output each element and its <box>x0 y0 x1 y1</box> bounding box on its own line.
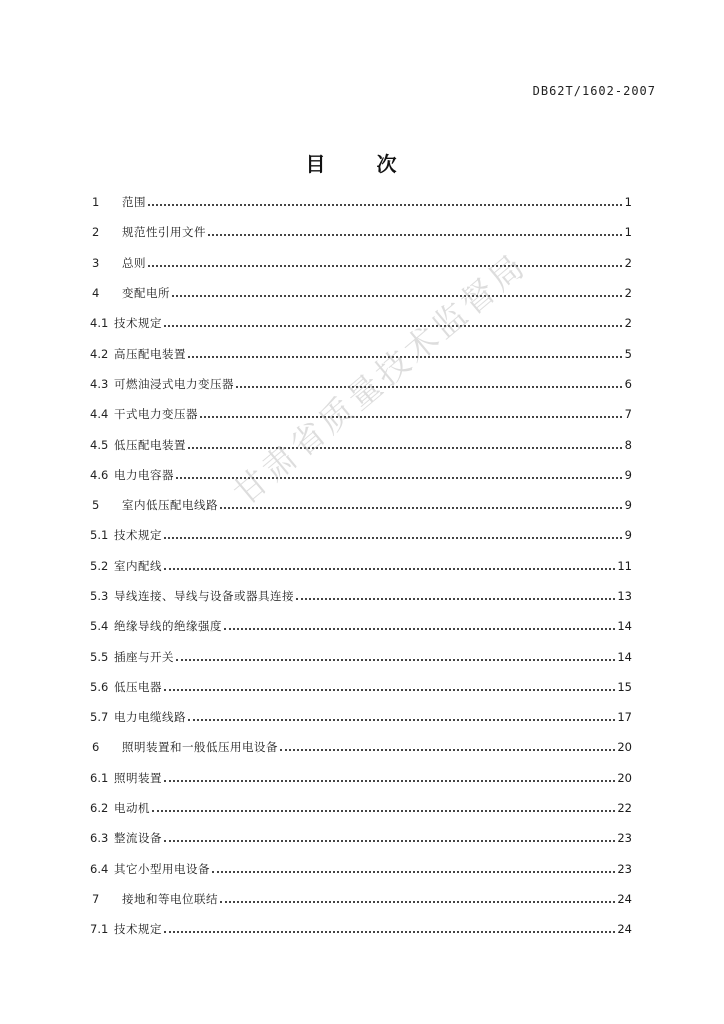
toc-entry[interactable] <box>90 248 632 278</box>
toc-entry-title: 室内配线 <box>114 558 162 573</box>
dot-leader <box>176 659 615 661</box>
toc-entry-page: 24 <box>617 891 632 906</box>
toc-entry-page: 20 <box>617 740 632 755</box>
toc-entry-title: 接地和等电位联结 <box>122 891 218 906</box>
dot-leader <box>164 840 615 842</box>
toc-entry-title: 可燃油浸式电力变压器 <box>114 376 234 391</box>
toc-entry[interactable] <box>90 429 632 459</box>
dot-leader <box>148 265 622 267</box>
dot-leader <box>220 901 615 903</box>
dot-leader <box>164 537 622 539</box>
toc-entry-page: 15 <box>617 679 632 694</box>
toc-entry-number: 5.4 <box>90 619 109 634</box>
toc-entry-number: 5.6 <box>90 679 109 694</box>
toc-entry-title: 总则 <box>122 255 146 270</box>
toc-entry-number: 5.1 <box>90 528 109 543</box>
toc-entry-page: 9 <box>624 467 632 482</box>
toc-entry-title: 技术规定 <box>114 528 162 543</box>
toc-entry-number: 5.3 <box>90 589 109 603</box>
toc-entry-title: 电动机 <box>114 801 150 816</box>
toc-entry[interactable] <box>90 702 632 732</box>
toc-entry-page: 17 <box>617 710 632 725</box>
toc-entry[interactable] <box>90 460 632 490</box>
toc-entry-title: 电力电容器 <box>114 467 174 482</box>
toc-entry[interactable] <box>90 763 632 793</box>
toc-entry-page: 2 <box>624 286 632 301</box>
toc-entry[interactable] <box>90 581 632 611</box>
toc-entry[interactable] <box>90 217 632 247</box>
toc-entry-number: 5 <box>92 498 100 513</box>
toc-entry[interactable] <box>90 641 632 671</box>
toc-entry-page: 23 <box>617 831 632 846</box>
toc-entry-page: 13 <box>617 589 632 603</box>
dot-leader <box>152 810 615 812</box>
dot-leader <box>164 689 615 691</box>
toc-entry-number: 6.2 <box>90 801 109 816</box>
toc-entry[interactable] <box>90 520 632 550</box>
dot-leader <box>200 416 622 418</box>
toc-entry-page: 9 <box>624 528 632 543</box>
toc-entry-title: 高压配电装置 <box>114 346 186 361</box>
toc-entry[interactable] <box>90 854 632 884</box>
page-title: 目 次 <box>305 152 419 176</box>
toc-entry[interactable] <box>90 278 632 308</box>
toc-entry-number: 7.1 <box>90 922 109 937</box>
toc-entry-number: 6 <box>92 740 100 755</box>
toc-entry-title: 变配电所 <box>122 286 170 301</box>
dot-leader <box>236 386 622 388</box>
toc-entry[interactable] <box>90 490 632 520</box>
toc-entry-title: 低压配电装置 <box>114 437 186 452</box>
toc-entry-page: 8 <box>624 437 632 452</box>
toc-entry-title: 绝缘导线的绝缘强度 <box>114 619 222 634</box>
dot-leader <box>164 325 622 327</box>
toc-entry[interactable] <box>90 611 632 641</box>
toc-entry-title: 规范性引用文件 <box>122 225 206 240</box>
dot-leader <box>188 719 615 721</box>
table-of-contents <box>90 187 632 944</box>
dot-leader <box>280 749 615 751</box>
toc-entry[interactable] <box>90 551 632 581</box>
toc-entry-title: 技术规定 <box>114 922 162 937</box>
toc-entry[interactable] <box>90 793 632 823</box>
dot-leader <box>224 628 615 630</box>
toc-entry-number: 3 <box>92 255 100 270</box>
toc-entry-page: 1 <box>624 225 632 240</box>
toc-entry-title: 电力电缆线路 <box>114 710 186 725</box>
toc-entry-title: 干式电力变压器 <box>114 407 198 422</box>
toc-entry-page: 22 <box>617 801 632 816</box>
toc-entry-page: 14 <box>617 619 632 634</box>
toc-entry-title: 整流设备 <box>114 831 162 846</box>
toc-entry-title: 照明装置 <box>114 770 162 785</box>
toc-entry-number: 4.3 <box>90 376 109 391</box>
toc-entry-number: 5.5 <box>90 649 109 664</box>
toc-entry[interactable] <box>90 823 632 853</box>
toc-entry-number: 4.4 <box>90 407 109 422</box>
toc-entry-title: 插座与开关 <box>114 649 174 664</box>
toc-entry-number: 6.1 <box>90 770 109 785</box>
toc-entry-title: 技术规定 <box>114 316 162 331</box>
toc-entry-title: 其它小型用电设备 <box>114 861 210 876</box>
dot-leader <box>188 447 622 449</box>
dot-leader <box>208 234 622 236</box>
document-code: DB62T/1602-2007 <box>532 84 656 98</box>
toc-entry-page: 5 <box>624 346 632 361</box>
toc-entry[interactable] <box>90 672 632 702</box>
dot-leader <box>212 871 615 873</box>
toc-entry-page: 2 <box>624 316 632 331</box>
toc-entry[interactable] <box>90 884 632 914</box>
toc-entry-number: 4 <box>92 286 100 301</box>
toc-entry-title: 导线连接、导线与设备或器具连接 <box>114 589 294 603</box>
toc-entry-number: 4.1 <box>90 316 109 331</box>
toc-entry-number: 2 <box>92 225 100 240</box>
dot-leader <box>164 780 615 782</box>
toc-entry-page: 7 <box>624 407 632 422</box>
toc-entry-title: 室内低压配电线路 <box>122 498 218 513</box>
toc-entry-number: 6.3 <box>90 831 109 846</box>
toc-entry-page: 11 <box>617 558 632 573</box>
toc-entry-number: 4.2 <box>90 346 109 361</box>
toc-entry-page: 23 <box>617 861 632 876</box>
toc-entry[interactable] <box>90 914 632 944</box>
toc-entry[interactable] <box>90 308 632 338</box>
toc-entry-number: 7 <box>92 891 100 906</box>
toc-entry-title: 照明装置和一般低压用电设备 <box>122 740 278 755</box>
toc-entry-number: 5.7 <box>90 710 109 725</box>
dot-leader <box>220 507 622 509</box>
watermark: 甘肃省质量技术监督局 <box>225 244 535 513</box>
toc-entry-page: 20 <box>617 770 632 785</box>
dot-leader <box>164 568 615 570</box>
toc-entry-number: 6.4 <box>90 861 109 876</box>
dot-leader <box>164 931 615 933</box>
toc-entry-page: 6 <box>624 376 632 391</box>
toc-entry-page: 14 <box>617 649 632 664</box>
toc-entry-number: 4.6 <box>90 467 109 482</box>
toc-entry-number: 5.2 <box>90 558 109 573</box>
dot-leader <box>296 598 615 600</box>
dot-leader <box>172 295 622 297</box>
toc-entry[interactable] <box>90 187 632 217</box>
toc-entry-page: 9 <box>624 498 632 513</box>
toc-entry-page: 24 <box>617 922 632 937</box>
toc-entry-title: 范围 <box>122 195 146 210</box>
dot-leader <box>148 204 622 206</box>
toc-entry-title: 低压电器 <box>114 679 162 694</box>
toc-entry-page: 1 <box>624 195 632 210</box>
toc-entry-page: 2 <box>624 255 632 270</box>
toc-entry[interactable] <box>90 732 632 762</box>
toc-entry-number: 4.5 <box>90 437 109 452</box>
toc-entry-number: 1 <box>92 195 100 210</box>
